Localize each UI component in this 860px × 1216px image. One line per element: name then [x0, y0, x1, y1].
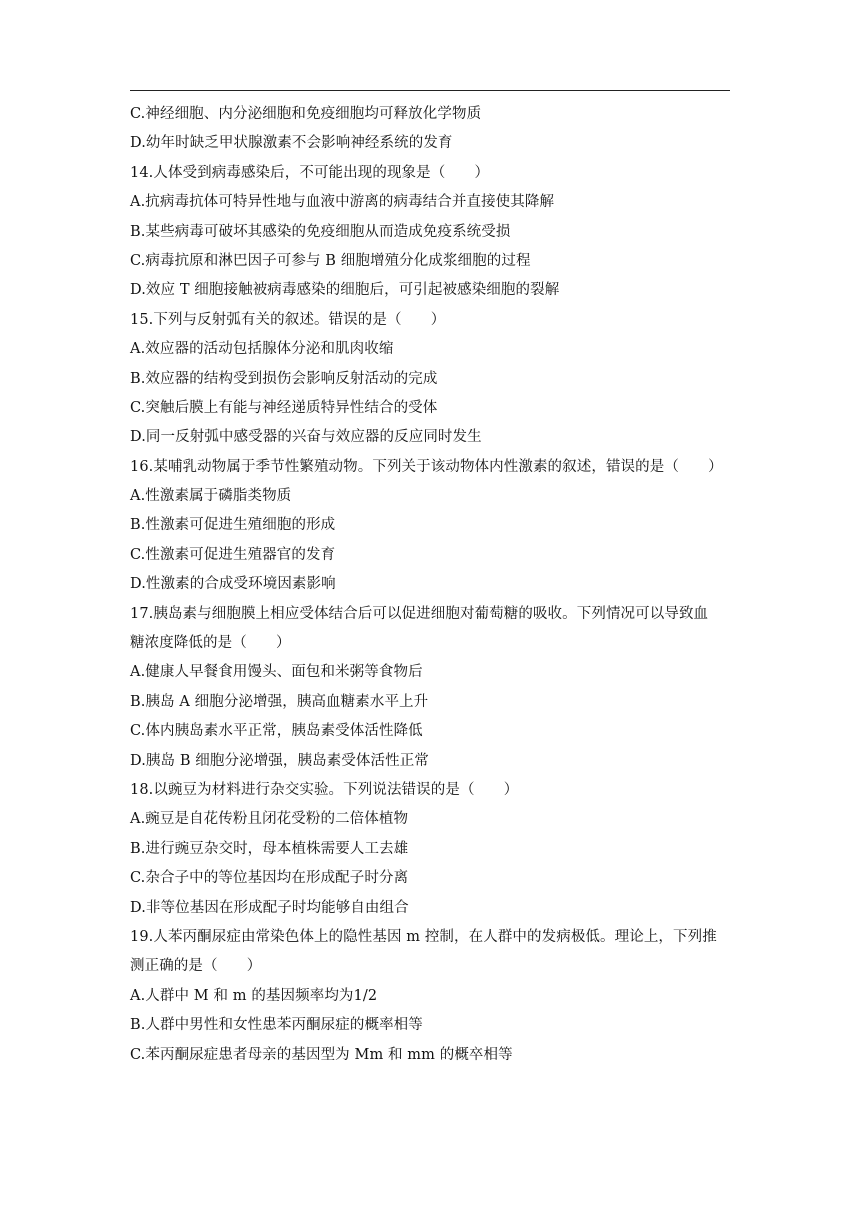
question-stem: 18.以豌豆为材料进行杂交实验。下列说法错误的是（ ）: [130, 781, 519, 798]
option-line: C.性激素可促进生殖器官的发育: [130, 546, 336, 563]
option-line: D.同一反射弧中感受器的兴奋与效应器的反应同时发生: [130, 429, 482, 446]
option-line: D.胰岛 B 细胞分泌增强，胰岛素受体活性正常: [130, 752, 429, 769]
option-line: C.苯丙酮尿症患者母亲的基因型为 Mm 和 mm 的概卒相等: [130, 1046, 513, 1063]
question-stem-continued: 测正确的是（ ）: [130, 958, 262, 975]
question-stem-continued: 糖浓度降低的是（ ）: [130, 635, 291, 652]
question-list: [130, 100, 735, 1070]
option-line: D.性激素的合成受环境因素影响: [130, 576, 336, 593]
option-line: D.幼年时缺乏甲状腺激素不会影响神经系统的发育: [130, 135, 453, 152]
option-line: A.人群中 M 和 m 的基因频率均为1/2: [130, 987, 378, 1004]
option-line: B.性激素可促进生殖细胞的形成: [130, 517, 336, 534]
question-stem: 19.人苯丙酮尿症由常染色体上的隐性基因 m 控制，在人群中的发病极低。理论上，下列推: [130, 928, 717, 945]
option-line: A.抗病毒抗体可特异性地与血液中游离的病毒结合并直接使其降解: [130, 194, 555, 211]
option-line: A.效应器的活动包括腺体分泌和肌肉收缩: [130, 341, 394, 358]
header-rule: [130, 90, 730, 91]
question-stem: 15.下列与反射弧有关的叙述。错误的是（ ）: [130, 311, 446, 328]
option-line: B.某些病毒可破坏其感染的免疫细胞从而造成免疫系统受损: [130, 223, 511, 240]
option-line: B.胰岛 A 细胞分泌增强，胰高血糖素水平上升: [130, 693, 429, 710]
option-line: A.健康人早餐食用馒头、面包和米粥等食物后: [130, 664, 423, 681]
option-line: C.体内胰岛素水平正常，胰岛素受体活性降低: [130, 723, 423, 740]
option-line: A.豌豆是自花传粉且闭花受粉的二倍体植物: [130, 811, 409, 828]
option-line: A.性激素属于磷脂类物质: [130, 488, 292, 505]
question-stem: 14.人体受到病毒感染后，不可能出现的现象是（ ）: [130, 164, 490, 181]
option-line: C.病毒抗原和淋巴因子可参与 B 细胞增殖分化成浆细胞的过程: [130, 252, 531, 269]
option-line: D.效应 T 细胞接触被病毒感染的细胞后，可引起被感染细胞的裂解: [130, 282, 560, 299]
option-line: B.进行豌豆杂交时，母本植株需要人工去雄: [130, 840, 409, 857]
option-line: C.突触后膜上有能与神经递质特异性结合的受体: [130, 399, 438, 416]
question-stem: 17.胰岛素与细胞膜上相应受体结合后可以促进细胞对葡萄糖的吸收。下列情况可以导致血: [130, 605, 709, 622]
option-line: B.效应器的结构受到损伤会影响反射活动的完成: [130, 370, 438, 387]
option-line: B.人群中男性和女性患苯丙酮尿症的概率相等: [130, 1017, 423, 1034]
question-stem: 16.某哺乳动物属于季节性繁殖动物。下列关于该动物体内性激素的叙述，错误的是（ ）: [130, 458, 723, 475]
option-line: C.杂合子中的等位基因均在形成配子时分离: [130, 870, 409, 887]
option-line: D.非等位基因在形成配子时均能够自由组合: [130, 899, 409, 916]
option-line: C.神经细胞、内分泌细胞和免疫细胞均可释放化学物质: [130, 106, 482, 122]
